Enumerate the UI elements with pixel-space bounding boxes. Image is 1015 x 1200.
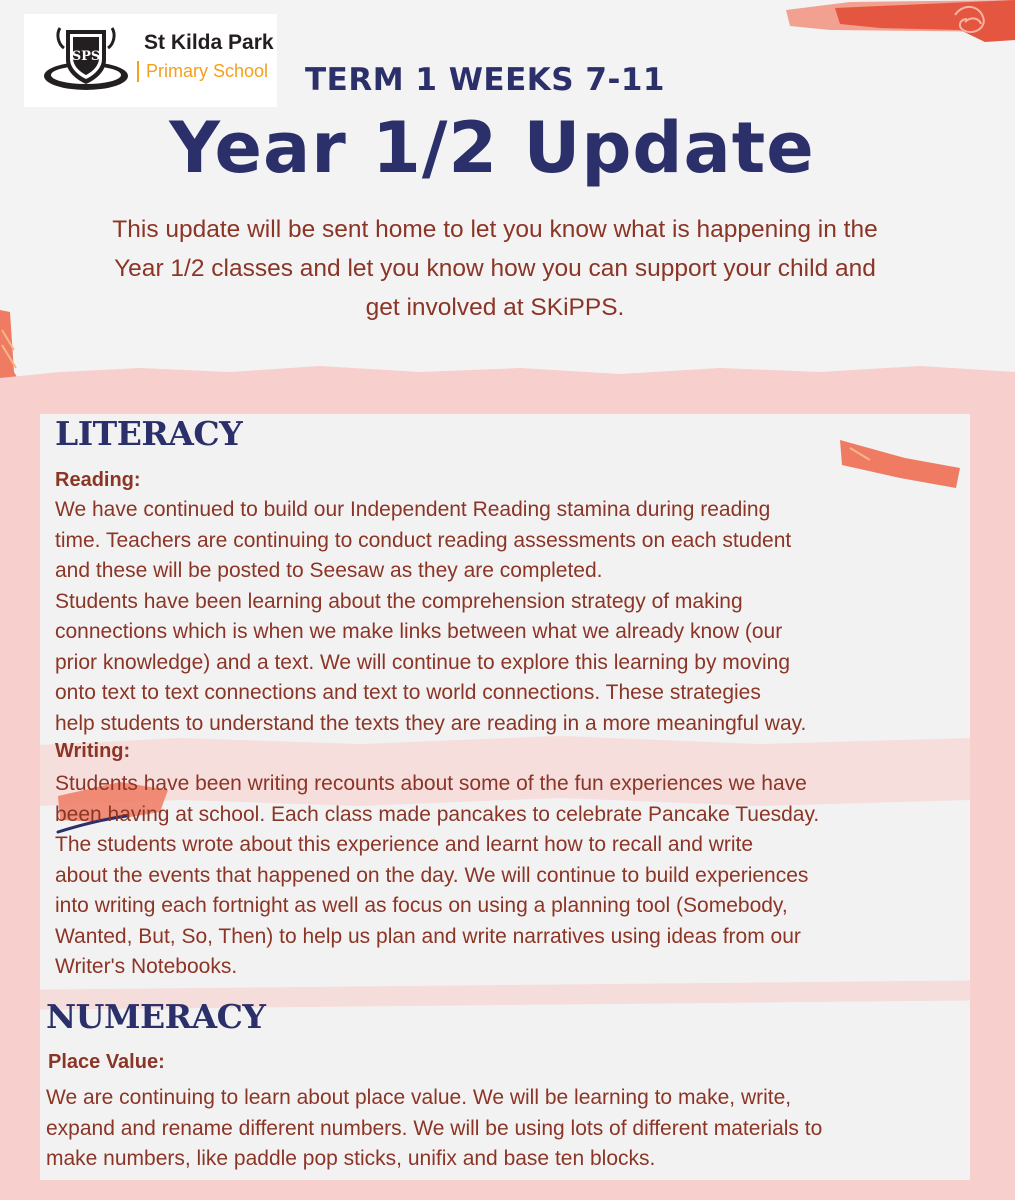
term-label: TERM 1 WEEKS 7-11 bbox=[305, 62, 665, 98]
paragraph-line: We have continued to build our Independent Reading stamina during reading bbox=[55, 498, 771, 521]
svg-text:SPS: SPS bbox=[71, 49, 101, 64]
paragraph-line: into writing each fortnight as well as focus on using a planning tool (Somebody, bbox=[55, 894, 788, 917]
paragraph-line: and these will be posted to Seesaw as they are completed. bbox=[55, 559, 603, 582]
numeracy-heading: NUMERACY bbox=[46, 997, 266, 1036]
intro-paragraph: This update will be sent home to let you know what is happening in the Year 1/2 classes and let you know how you can support your child and get involved at SKiPPS. bbox=[112, 216, 878, 321]
school-logo bbox=[24, 14, 277, 107]
place-value-paragraph bbox=[46, 1083, 822, 1175]
paragraph-line: time. Teachers are continuing to conduct reading assessments on each student bbox=[55, 528, 792, 552]
writing-paragraph bbox=[55, 769, 819, 983]
paragraph-line: help students to understand the texts they are reading in a more meaningful way. bbox=[55, 711, 807, 735]
place-value-label: Place Value: bbox=[48, 1051, 165, 1073]
reading-label: Reading: bbox=[55, 469, 141, 491]
paragraph-line: Writer's Notebooks. bbox=[55, 955, 238, 978]
paragraph-line: make numbers, like paddle pop sticks, unifix and base ten blocks. bbox=[46, 1147, 656, 1170]
school-crest-icon bbox=[38, 24, 134, 96]
paragraph-line: prior knowledge) and a text. We will continue to explore this learning by moving bbox=[55, 650, 790, 674]
paragraph-line: Wanted, But, So, Then) to help us plan and write narratives using ideas from our bbox=[55, 924, 801, 948]
paragraph-line: expand and rename different numbers. We will be using lots of different materials to bbox=[46, 1116, 823, 1140]
paragraph-line: about the events that happened on the day. We will continue to build experiences bbox=[55, 863, 809, 887]
paragraph-line: Students have been learning about the comprehension strategy of making bbox=[55, 589, 743, 613]
paragraph-line: The students wrote about this experience and learnt how to recall and write bbox=[55, 833, 754, 856]
paragraph-line: onto text to text connections and text to world connections. These strategies bbox=[55, 681, 761, 704]
paragraph-line: Students have been writing recounts about some of the fun experiences we have bbox=[55, 772, 807, 795]
reading-paragraph bbox=[55, 495, 806, 739]
school-name: St Kilda Park bbox=[144, 31, 274, 54]
page-title: Year 1/2 Update bbox=[169, 107, 815, 189]
top-right-brush-decoration bbox=[786, 0, 1015, 42]
paragraph-line: We are continuing to learn about place value. We will be learning to make, write, bbox=[46, 1086, 792, 1109]
school-subtitle: Primary School bbox=[137, 61, 268, 82]
paragraph-line: been having at school. Each class made pancakes to celebrate Pancake Tuesday. bbox=[55, 802, 820, 826]
literacy-heading: LITERACY bbox=[55, 414, 243, 453]
paragraph-line: connections which is when we make links between what we already know (our bbox=[55, 620, 783, 643]
writing-label: Writing: bbox=[55, 740, 131, 762]
